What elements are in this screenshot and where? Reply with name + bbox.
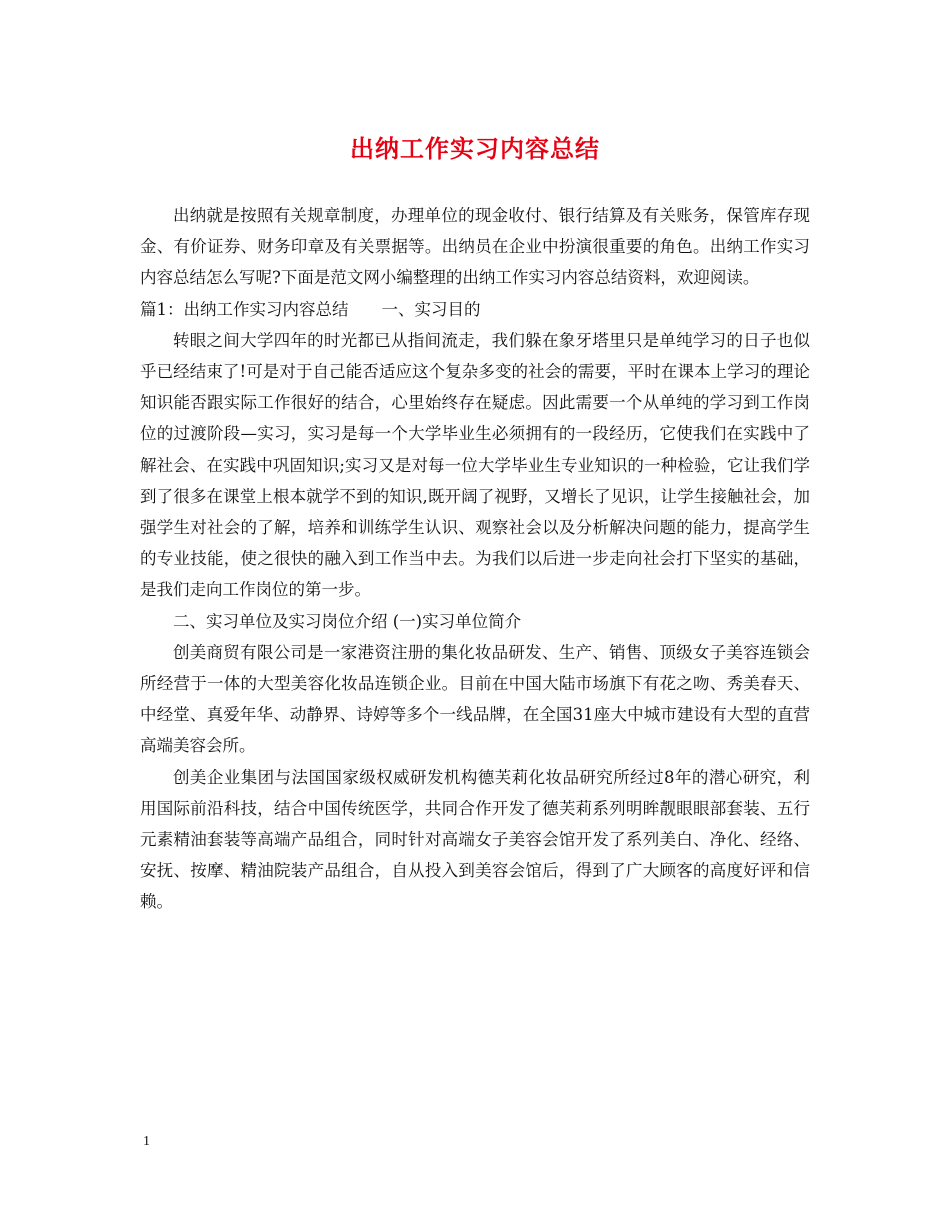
paragraph-company: 创美商贸有限公司是一家港资注册的集化妆品研发、生产、销售、顶级女子美容连锁会所经营于一体的大型美容化妆品连锁企业。目前在中国大陆市场旗下有花之吻、秀美春天、中经堂、真爱年华、动静界、诗婷等多个一线品牌，在全国31座大中城市建设有大型的直营高端美容会所。 [140,642,810,756]
paragraph-purpose: 转眼之间大学四年的时光都已从指间流走，我们躲在象牙塔里只是单纯学习的日子也似乎已经结束了!可是对于自己能否适应这个复杂多变的社会的需要，平时在课本上学习的理论知识能否跟实际工作很好的结合，心里始终存在疑虑。因此需要一个从单纯的学习到工作岗位的过渡阶段—实习，实习是每一个大学毕业生必须拥有的一段经历，它使我们在实践中了解社会、在实践中巩固知识;实习又是对每一位大学毕业生专业知识的一种检验，它让我们学到了很多在课堂上根本就学不到的知识,既开阔了视野，又增长了见识，让学生接触社会，加强学生对社会的了解，培养和训练学生认识、观察社会以及分析解决问题的能力，提高学生的专业技能，使之很快的融入到工作当中去。为我们以后进一步走向社会打下坚实的基础，是我们走向工作岗位的第一步。 [140,330,810,600]
document-title: 出纳工作实习内容总结 [350,134,600,163]
paragraph-intro: 出纳就是按照有关规章制度，办理单位的现金收付、银行结算及有关账务，保管库存现金、有价证券、财务印章及有关票据等。出纳员在企业中扮演很重要的角色。出纳工作实习内容总结怎么写呢?下面是范文网小编整理的出纳工作实习内容总结资料，欢迎阅读。 [140,206,810,288]
document-body [140,200,810,918]
paragraph-research: 创美企业集团与法国国家级权威研发机构德芙莉化妆品研究所经过8年的潜心研究，利用国际前沿科技，结合中国传统医学，共同合作开发了德芙莉系列明眸靓眼眼部套装、五行元素精油套装等高端产品组合，同时针对高端女子美容会馆开发了系列美白、净化、经络、安抚、按摩、精油院装产品组合，自从投入到美容会馆后，得到了广大顾客的高度好评和信赖。 [140,767,810,912]
section-heading-part1: 篇1：出纳工作实习内容总结 一、实习目的 [140,299,481,319]
page-number: 1 [143,1134,150,1149]
section-heading-unit: 二、实习单位及实习岗位介绍 (一)实习单位简介 [173,611,522,631]
